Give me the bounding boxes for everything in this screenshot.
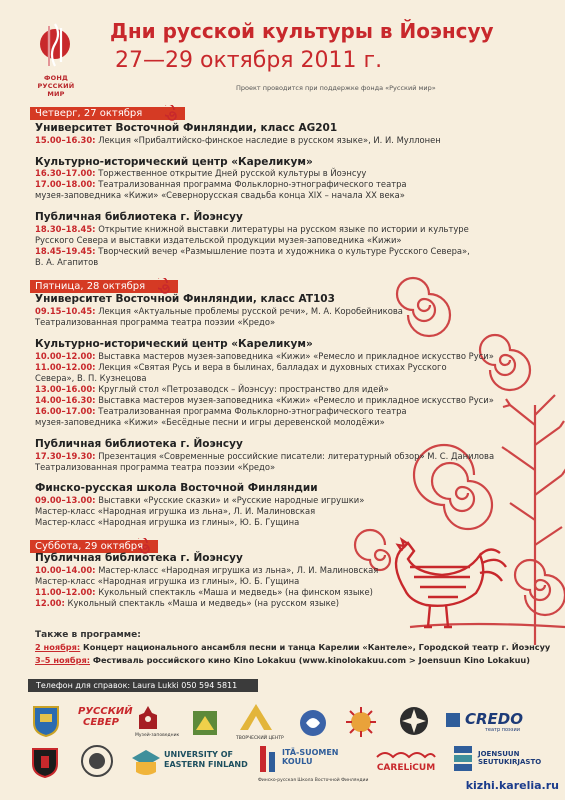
partner-logos [0, 700, 565, 800]
venue-title: Университет Восточной Финляндии, класс AT103 [35, 293, 335, 305]
schedule-line: 17.30–19.30: Презентация «Современные российские писатели: литературный обзор» М. С. Данилова [35, 451, 495, 461]
venue-title: Публичная библиотека г. Йоэнсуу [35, 552, 243, 564]
schedule-line: 16.00–17.00: Театрализованная программа Фольклорно-этнографического театра [35, 406, 407, 416]
schedule-line: 17.00–18.00: Театрализованная программа Фольклорно-этнографического театра [35, 179, 407, 189]
schedule-line: 12.00: Кукольный спектакль «Маша и медведь» (на русском языке) [35, 598, 340, 608]
schedule-line: Театрализованная программа театра поэзии «Кредо» [35, 462, 276, 472]
event-dates: 27—29 октября 2011 г. [115, 48, 383, 73]
schedule-line: 14.00–16.30: Выставка мастеров музея-заповедника «Кижи» «Ремесло и прикладное искусство Руси» [35, 395, 494, 405]
credo-caption: театр поэзии [485, 727, 520, 733]
church-icon [135, 705, 161, 729]
joensuun-text: JOENSUUN SEUTUKIRJASTO [478, 750, 542, 766]
credo-logo [445, 710, 530, 736]
schedule-line: музея-заповедника «Кижи» «Севернорусская свадьба конца XIX – начала XX века» [35, 190, 405, 200]
carelicum-logo [375, 744, 437, 773]
russkiy-mir-logo-icon [39, 20, 71, 70]
karelia-emblem-icon [190, 708, 220, 738]
schedule-line: 15.00–16.30: Лекция «Прибалтийско-финское наследие в русском языке», И. И. Муллонен [35, 135, 441, 145]
schedule-line: 10.00–14.00: Мастер-класс «Народная игрушка из льна», Л. И. Малиновская [35, 565, 379, 575]
schedule-line: 09.15–10.45: Лекция «Актуальные проблемы русской речи», М. А. Коробейникова [35, 306, 403, 316]
schedule-line: 09.00–13.00: Выставки «Русские сказки» и «Русские народные игрушки» [35, 495, 365, 505]
schedule-line: Мастер-класс «Народная игрушка из глины», Ю. Б. Гущина [35, 576, 300, 586]
venue-title: Культурно-исторический центр «Карeликум» [35, 338, 313, 350]
day-header-friday: Пятница, 28 октября [30, 280, 178, 293]
schedule-line: Русского Севера и выставки издательской продукции музея-заповедника «Кижи» [35, 235, 402, 245]
rooster-icon [396, 540, 506, 627]
schedule-line: Мастер-класс «Народная игрушка из глины», Ю. Б. Гущина [35, 517, 300, 527]
kizhi-logo [135, 705, 180, 738]
page-title: Дни русской культуры в Йоэнсуу [110, 19, 494, 43]
schedule-line: 11.00–12.00: Кукольный спектакль «Маша и медведь» (на финском языке) [35, 587, 373, 597]
sun-logo-icon [345, 706, 377, 738]
venue-title: Культурно-исторический центр «Карeликум» [35, 156, 313, 168]
venue-title: Университет Восточной Финляндии, класс AG201 [35, 122, 338, 134]
ita-suomen-logo-text: ITÄ-SUOMEN KOULU [282, 748, 339, 766]
credo-mark-icon [445, 712, 461, 728]
creative-center-logo [236, 702, 284, 741]
schedule-line: 13.00–16.00: Круглый стол «Петрозаводск – Йоэнсуу: пространство для идей» [35, 384, 389, 394]
extra-line: 2 ноября: Концерт национального ансамбля песни и танца Карелии «Кантеле», Городской театр г. Йоэнсуу [35, 642, 551, 652]
schedule-line: 11.00–12.00: Лекция «Святая Русь и вера в былинах, балладах и духовных стихах Русского [35, 362, 447, 372]
schedule-line: 16.30–17.00: Торжественное открытие Дней русской культуры в Йоэнсуу [35, 168, 367, 178]
school-logo-icon [258, 744, 278, 774]
phone-info: Телефон для справок: Laura Lukki 050 594 5811 [28, 679, 258, 692]
round-logo-icon [298, 708, 328, 738]
day-header-thursday: Четверг, 27 октября [30, 107, 185, 120]
school-caption: Финско-русская Школа Восточной Финляндии [258, 778, 369, 783]
uef-logo-text: UNIVERSITY OF EASTERN FINLAND [164, 750, 248, 769]
carelicum-ornament-icon [375, 749, 437, 759]
university-mark-icon [130, 748, 162, 778]
venue-title: Финско-русская школа Восточной Финляндии [35, 482, 318, 494]
extra-title: Также в программе: [35, 630, 141, 640]
schedule-line: Театрализованная программа театра поэзии «Кредо» [35, 317, 276, 327]
schedule-line: музея-заповедника «Кижи» «Бесёдные песни и игры деревенской молодёжи» [35, 417, 385, 427]
library-icon [452, 744, 474, 772]
russkiy-mir-logo [33, 20, 77, 98]
seal-logo-icon [80, 744, 114, 778]
logo-caption: ФОНД РУССКИЙ МИР [37, 74, 75, 98]
creative-center-caption: ТВОРЧЕСКИЙ ЦЕНТР [236, 736, 284, 741]
russkiy-sever-logo: РУССКИЙ СЕВЕР [78, 706, 133, 728]
schedule-line: 10.00–12.00: Выставка мастеров музея-заповедника «Кижи» «Ремесло и прикладное искусство Руси» [35, 351, 494, 361]
carelicum-text: CARELiCUM [376, 763, 436, 773]
schedule-line: Севера», В. П. Кузнецова [35, 373, 147, 383]
credo-text: CREDO [465, 710, 524, 728]
ornament-logo-icon [398, 705, 430, 737]
venue-title: Публичная библиотека г. Йоэнсуу [35, 438, 243, 450]
schedule-line: Мастер-класс «Народная игрушка из льна», Л. И. Малиновская [35, 506, 316, 516]
creative-center-icon [236, 702, 276, 732]
venue-title: Публичная библиотека г. Йоэнсуу [35, 211, 243, 223]
shield-icon [32, 748, 58, 778]
schedule-line: В. А. Агапитов [35, 257, 99, 267]
coat-of-arms-icon [32, 705, 60, 737]
joensuun-library-logo [452, 742, 542, 776]
schedule-line: 18.30–18.45: Открытие книжной выставки литературы на русском языке по истории и культуре [35, 224, 469, 234]
project-note: Проект проводится при поддержке фонда «Русский мир» [236, 84, 436, 92]
kizhi-caption: Музей-заповедник [135, 733, 180, 738]
schedule-line: 18.45–19.45: Творческий вечер «Размышление поэта и художника о культуре Русского Севера», [35, 246, 470, 256]
source-url: kizhi.karelia.ru [465, 779, 559, 792]
day-header-saturday: Суббота, 29 октября [30, 540, 158, 553]
extra-line: 3–5 ноября: Фестиваль российского кино Kino Lokakuu (www.kinolokakuu.com > Joensuun Kino Lokakuu) [35, 655, 530, 665]
spiral-icon [165, 105, 183, 123]
